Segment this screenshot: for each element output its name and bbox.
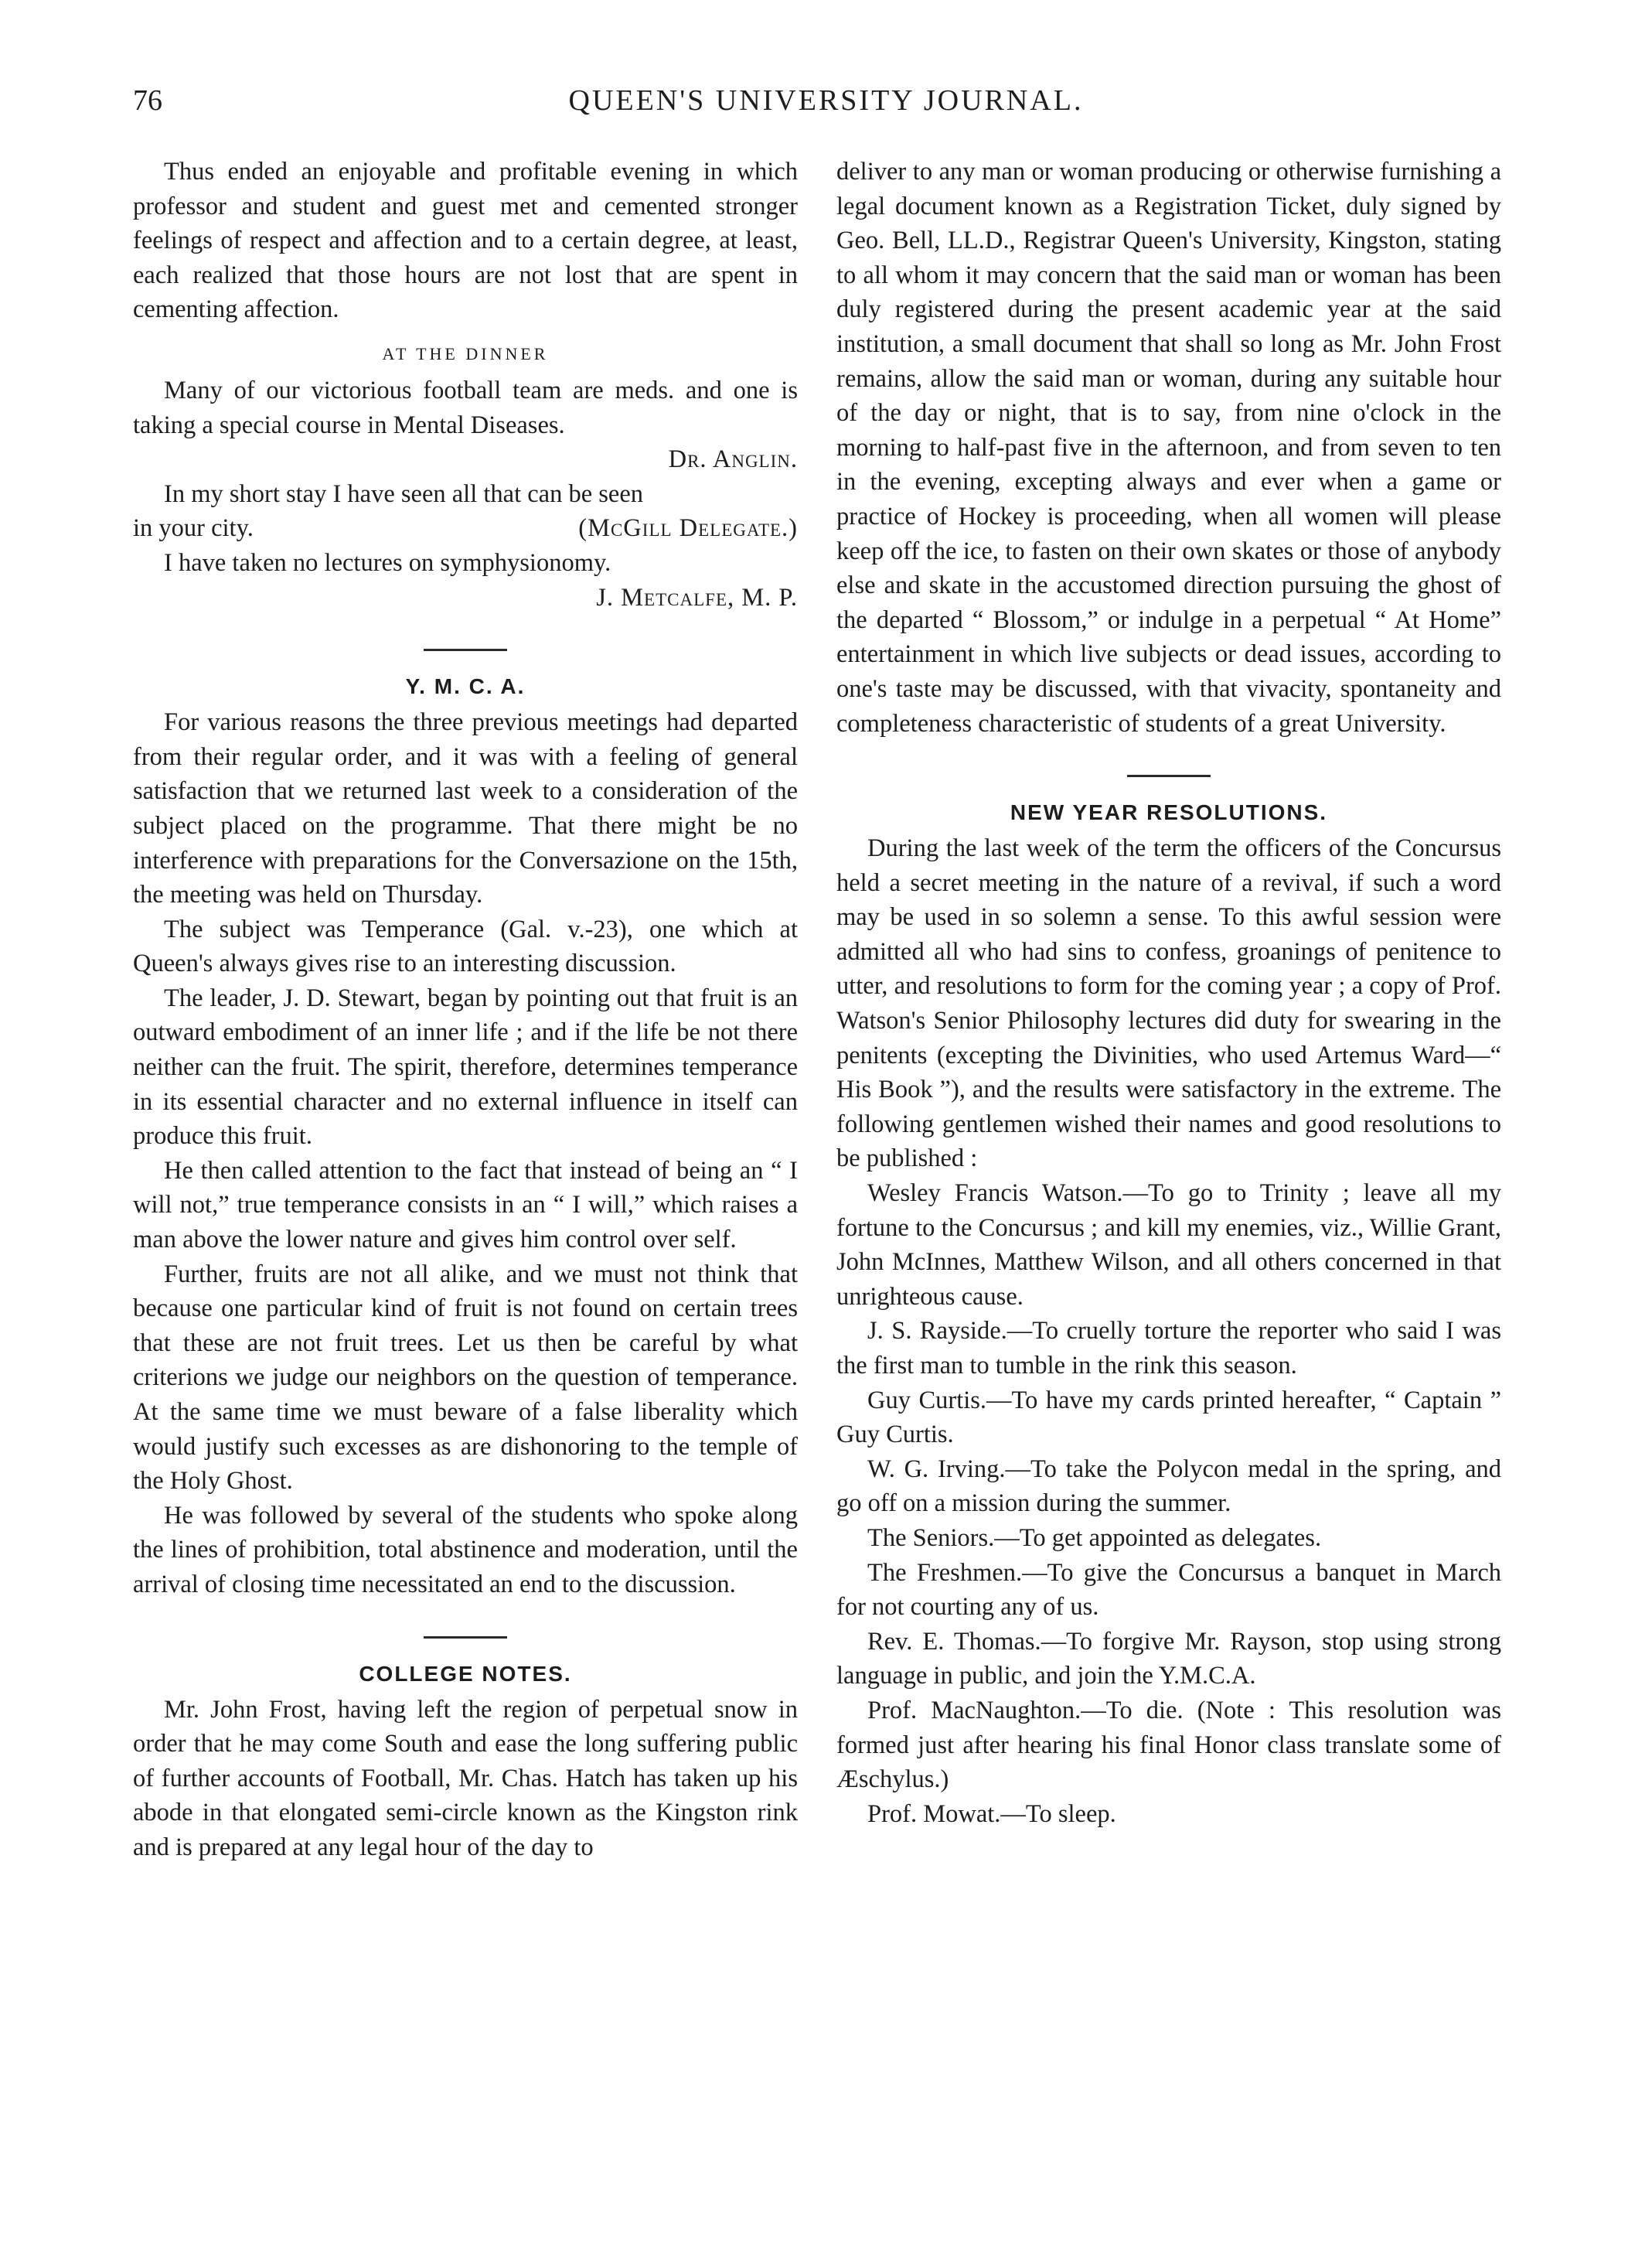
resolution-item: Rev. E. Thomas.—To forgive Mr. Rayson, stop using strong language in public, and join the Y.M.C.A. (836, 1627, 1501, 1690)
ymca-heading: Y. M. C. A. (405, 674, 526, 699)
page-number: 76 (133, 84, 162, 117)
resolution-item: Prof. Mowat.—To sleep. (867, 1799, 1116, 1828)
resolution-item: Guy Curtis.—To have my cards printed hereafter, “ Captain ” Guy Curtis. (836, 1386, 1501, 1449)
intro-paragraph: Thus ended an enjoyable and profitable evening in which professor and student and guest met and cemented stronger feelings of respect and affection and to a certain degree, at least, each realized that those hours are not lost that are spent in cementing affection. (133, 158, 798, 324)
ymca-paragraph: The leader, J. D. Stewart, began by pointing out that fruit is an outward embodiment of an inner life ; and if the life be not there neither can the fruit. The spirit, therefore, determines temperance in its essential character and no external influence in itself can produce this fruit. (133, 984, 798, 1151)
resolution-item: J. S. Rayside.—To cruelly torture the reporter who said I was the first man to tumble in the rink this season. (836, 1317, 1501, 1380)
dinner-quote-2-end: in your city. (133, 514, 254, 543)
dinner-quote-2-line (133, 511, 798, 546)
college-notes-heading: COLLEGE NOTES. (359, 1661, 572, 1686)
dinner-quote-1: Many of our victorious football team are meds. and one is taking a special course in Mental Diseases. (133, 376, 798, 439)
section-divider (424, 1636, 507, 1639)
dinner-quote-2: In my short stay I have seen all that can be seen (164, 479, 643, 508)
resolution-item: The Freshmen.—To give the Concursus a banquet in March for not courting any of us. (836, 1558, 1501, 1622)
ymca-paragraph: Further, fruits are not all alike, and we must not think that because one particular kind of fruit is not found on certain trees that these are not fruit trees. Let us then be careful by what criterions we judge our neighbors on the question of temperance. At the same time we must beware of a false liberality which would justify such excesses as are dishonoring to the temple of the Holy Ghost. (133, 1260, 798, 1496)
running-head: QUEEN'S UNIVERSITY JOURNAL. (568, 84, 1084, 117)
dinner-attribution-1: Dr. Anglin. (668, 445, 798, 474)
resolution-item: W. G. Irving.—To take the Polycon medal in the spring, and go off on a mission during the summer. (836, 1455, 1501, 1518)
resolution-item: The Seniors.—To get appointed as delegates. (867, 1523, 1322, 1552)
section-divider (1127, 775, 1211, 777)
dinner-attribution-3: J. Metcalfe, M. P. (596, 583, 798, 612)
dinner-attribution-2: (McGill Delegate.) (578, 514, 798, 543)
dinner-quote-3: I have taken no lectures on symphysionomy. (164, 548, 611, 577)
resolution-item: Wesley Francis Watson.—To go to Trinity ; leave all my fortune to the Concursus ; and kill my enemies, viz., Willie Grant, John McInnes, Matthew Wilson, and all others concerned in that unrighteous cause. (836, 1179, 1501, 1311)
right-column (836, 155, 1501, 1831)
dinner-heading: AT THE DINNER (382, 343, 549, 363)
section-divider (424, 649, 507, 651)
college-notes-continuation: deliver to any man or woman producing or otherwise furnishing a legal document known as a Registration Ticket, duly signed by Geo. Bell, LL.D., Registrar Queen's University, Kingston, stating to all whom it may concern that the said man or woman has been duly registered during the present academic year at the said institution, a small document that shall so long as Mr. John Frost remains, allow the said man or woman, during any suitable hour of the day or night, that is to say, from nine o'clock in the morning to half-past five in the afternoon, and from seven to ten in the evening, excepting always and ever when a game or practice of Hockey is proceeding, when all women will please keep off the ice, to fasten on their own skates or those of anybody else and skate in the accustomed direction pursuing the ghost of the departed “ Blossom,” or indulge in a perpetual “ At Home” entertainment in which live subjects or dead issues, according to one's taste may be discussed, with that vivacity, spontaneity and completeness characteristic of students of a great University. (836, 158, 1501, 738)
resolution-item: Prof. MacNaughton.—To die. (Note : This resolution was formed just after hearing his final Honor class translate some of Æschylus.) (836, 1696, 1501, 1794)
ymca-paragraph: He then called attention to the fact that instead of being an “ I will not,” true temperance consists in an “ I will,” which raises a man above the lower nature and gives him control over self. (133, 1156, 798, 1254)
resolutions-heading: NEW YEAR RESOLUTIONS. (1010, 800, 1328, 825)
ymca-paragraph: The subject was Temperance (Gal. v.-23), one which at Queen's always gives rise to an interesting discussion. (133, 915, 798, 978)
ymca-paragraph: For various reasons the three previous meetings had departed from their regular order, and it was with a feeling of general satisfaction that we returned last week to a consideration of the subject placed on the programme. That there might be no interference with preparations for the Conversazione on the 15th, the meeting was held on Thursday. (133, 708, 798, 909)
college-notes-paragraph: Mr. John Frost, having left the region of perpetual snow in order that he may come South and ease the long suffering public of further accounts of Football, Mr. Chas. Hatch has taken up his abode in that elongated semi-circle known as the Kingston rink and is prepared at any legal hour of the day to (133, 1695, 798, 1861)
ymca-paragraph: He was followed by several of the students who spoke along the lines of prohibition, total abstinence and moderation, until the arrival of closing time necessitated an end to the discussion. (133, 1501, 798, 1598)
left-column (133, 155, 798, 1865)
resolutions-intro: During the last week of the term the officers of the Concursus held a secret meeting in the nature of a revival, if such a word may be used in so solemn a sense. To this awful session were admitted all who had sins to confess, groanings of penitence to utter, and resolutions to form for the coming year ; a copy of Prof. Watson's Senior Philosophy lectures did duty for swearing in the penitents (excepting the Divinities, who used Artemus Ward—“ His Book ”), and the results were satisfactory in the extreme. The following gentlemen wished their names and good resolutions to be published : (836, 834, 1501, 1173)
